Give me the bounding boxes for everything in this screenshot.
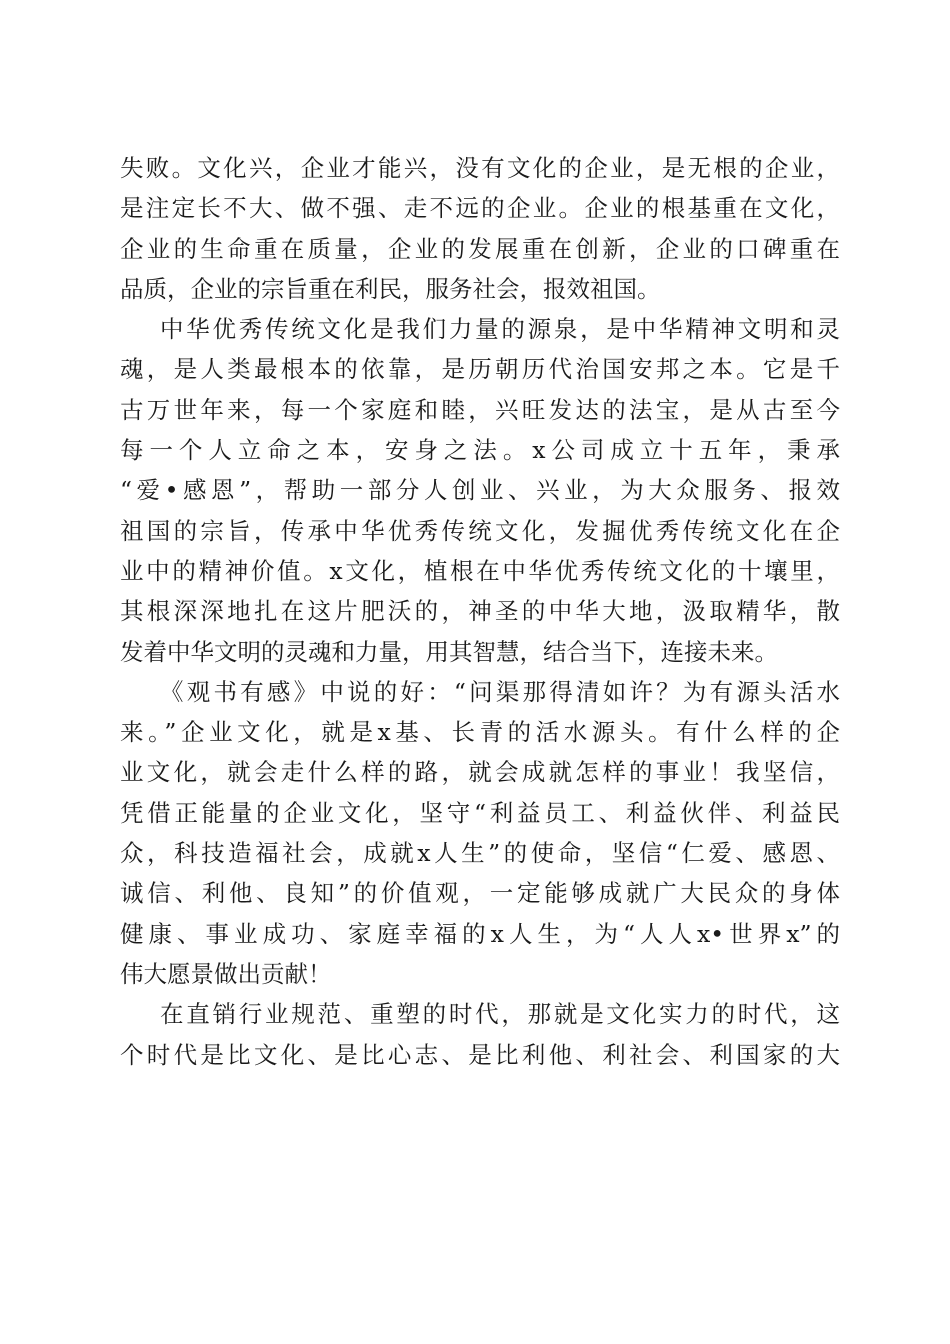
text-line: 古万世年来，每一个家庭和睦，兴旺发达的法宝，是从古至今 [120,395,840,424]
text-line: 企业的生命重在质量，企业的发展重在创新，企业的口碑重在 [120,234,840,263]
text-line: 在直销行业规范、重塑的时代，那就是文化实力的时代，这 [160,1000,840,1029]
text-line: 来。”企业文化，就是x基、长青的活水源头。有什么样的企 [120,718,840,747]
text-line: 健康、事业成功、家庭幸福的x人生，为“人人x•世界x”的 [120,919,840,948]
text-line: 中华优秀传统文化是我们力量的源泉，是中华精神文明和灵 [160,315,840,344]
text-line: 魂，是人类最根本的依靠，是历朝历代治国安邦之本。它是千 [120,355,840,384]
text-line: “爱•感恩”，帮助一部分人创业、兴业，为大众服务、报效 [120,476,840,505]
text-line: 《观书有感》中说的好：“问渠那得清如许？为有源头活水 [160,677,840,706]
text-line: 诚信、利他、良知”的价值观，一定能够成就广大民众的身体 [120,879,840,908]
text-line: 业文化，就会走什么样的路，就会成就怎样的事业！我坚信， [120,758,840,787]
text-line: 发着中华文明的灵魂和力量，用其智慧，结合当下，连接未来。 [120,637,778,666]
text-line: 业中的精神价值。x文化，植根在中华优秀传统文化的十壤里， [120,556,840,585]
text-line: 其根深深地扎在这片肥沃的，神圣的中华大地，汲取精华，散 [120,597,840,626]
text-line: 祖国的宗旨，传承中华优秀传统文化，发掘优秀传统文化在企 [120,516,840,545]
text-line: 失败。文化兴，企业才能兴，没有文化的企业，是无根的企业， [120,154,840,182]
text-line: 是注定长不大、做不强、走不远的企业。企业的根基重在文化， [120,194,840,223]
text-line: 凭借正能量的企业文化，坚守“利益员工、利益伙伴、利益民 [120,798,840,827]
text-line: 品质，企业的宗旨重在利民，服务社会，报效祖国。 [120,274,661,303]
text-line: 众，科技造福社会，成就x人生”的使命，坚信“仁爱、感恩、 [120,839,840,868]
document-body [120,148,840,1075]
text-line: 个时代是比文化、是比心志、是比利他、利社会、利国家的大 [120,1040,840,1069]
text-line: 伟大愿景做出贡献！ [120,959,332,988]
text-line: 每一个人立命之本，安身之法。x公司成立十五年，秉承 [120,436,840,465]
